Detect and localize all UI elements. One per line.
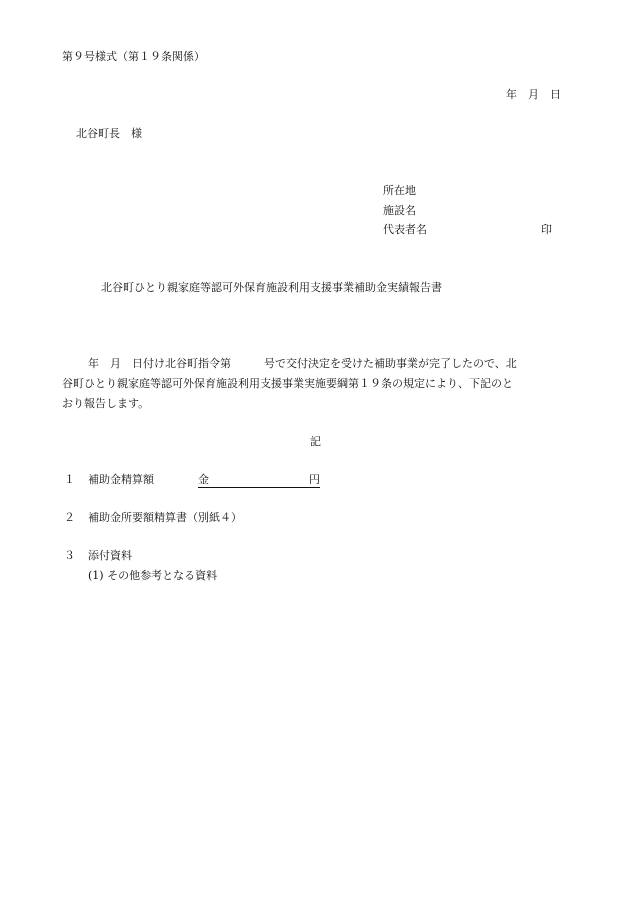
item-1-number: １ [64,473,75,486]
item-3-sub: (1) その他参考となる資料 [88,569,218,582]
item-2-label: 補助金所要額精算書（別紙４） [88,511,242,524]
seal-mark: 印 [541,223,552,236]
address-label: 所在地 [383,184,416,197]
body-line-2: 谷町ひとり親家庭等認可外保育施設利用支援事業実施要綱第１９条の規定により、下記のと [62,377,513,390]
item-1-label: 補助金精算額 [88,473,154,486]
date-line: 年 月 日 [506,88,561,101]
body-line-1: 年 月 日付け北谷町指令第 号で交付決定を受けた補助事業が完了したので、北 [88,357,517,370]
item-2-number: ２ [64,511,75,524]
form-number: 第９号様式（第１９条関係） [62,50,205,63]
amount-suffix: 円 [309,473,320,486]
body-line-3: おり報告します。 [62,397,150,410]
addressee: 北谷町長 様 [76,127,142,140]
record-heading: 記 [310,435,321,448]
document-title: 北谷町ひとり親家庭等認可外保育施設利用支援事業補助金実績報告書 [101,281,442,294]
facility-label: 施設名 [383,204,416,217]
item-3-label: 添付資料 [88,549,132,562]
item-1-amount [198,473,320,488]
amount-prefix: 金 [198,473,209,486]
representative-label: 代表者名 [383,223,427,236]
item-3-number: ３ [64,549,75,562]
